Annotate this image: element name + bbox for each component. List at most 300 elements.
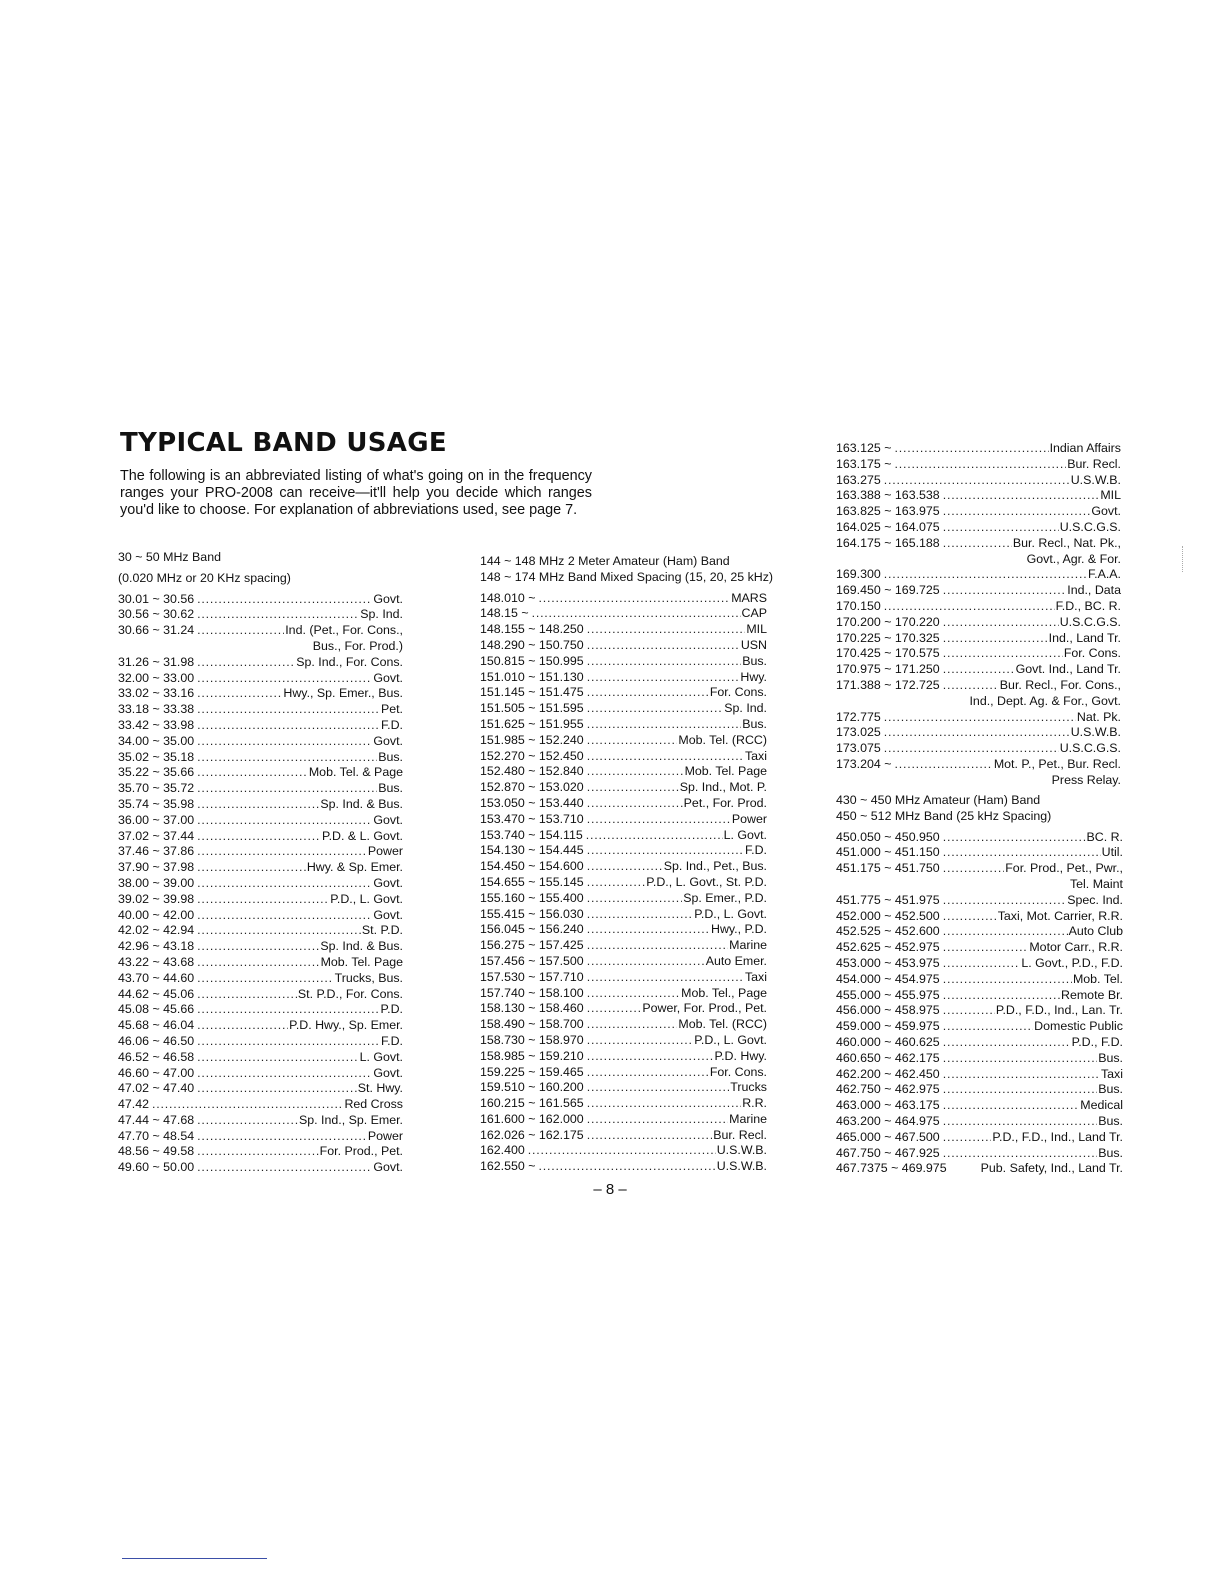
leader-dots <box>535 1159 715 1175</box>
leader-dots <box>584 717 742 733</box>
band-row <box>118 734 403 750</box>
usage-label: Bus. <box>742 653 767 668</box>
leader-dots <box>194 1066 372 1082</box>
leader-dots <box>194 592 372 608</box>
band-row <box>480 986 767 1002</box>
usage-label: Red Cross <box>344 1097 403 1112</box>
usage-label: Govt. <box>373 812 403 827</box>
leader-dots <box>194 971 333 987</box>
frequency-range: 47.42 <box>118 1097 150 1112</box>
footer-rule <box>122 1558 267 1559</box>
usage-label: F.D., BC. R. <box>1055 598 1121 613</box>
frequency-range: 450.050 ~ 450.950 <box>836 829 940 844</box>
band-row <box>836 757 1121 773</box>
leader-dots <box>194 987 297 1003</box>
leader-dots <box>194 908 372 924</box>
leader-dots <box>940 583 1067 599</box>
usage-continuation: Ind., Dept. Ag. & For., Govt. <box>969 693 1121 708</box>
usage-label: For. Cons. <box>709 1064 767 1079</box>
band-row <box>118 1081 403 1097</box>
frequency-range: 36.00 ~ 37.00 <box>118 812 195 827</box>
band-row <box>118 765 403 781</box>
leader-dots <box>525 1143 716 1159</box>
band-list-450-512mhz <box>836 793 1123 1177</box>
usage-label: Domestic Public <box>1034 1019 1123 1034</box>
leader-dots <box>891 757 992 773</box>
frequency-range: 150.815 ~ 150.995 <box>480 653 584 668</box>
usage-label: MIL <box>1100 488 1121 503</box>
frequency-range: 170.975 ~ 171.250 <box>836 662 940 677</box>
band-row <box>118 671 403 687</box>
usage-continuation: Bus., For. Prod.) <box>312 638 403 653</box>
band-row <box>118 1018 403 1034</box>
leader-dots <box>584 1096 742 1112</box>
usage-label: L. Govt. <box>723 827 767 842</box>
page-title: TYPICAL BAND USAGE <box>120 428 447 458</box>
band-row <box>836 845 1123 861</box>
frequency-range: 48.56 ~ 49.58 <box>118 1144 195 1159</box>
usage-label: Sp. Ind. & Bus. <box>320 939 403 954</box>
leader-dots <box>584 670 740 686</box>
usage-label: Taxi, Mot. Carrier, R.R. <box>997 908 1123 923</box>
frequency-range: 157.456 ~ 157.500 <box>480 953 584 968</box>
leader-dots <box>940 988 1060 1004</box>
leader-dots <box>194 607 359 623</box>
usage-label: Mob. Tel. & Page <box>308 765 403 780</box>
usage-label: Hwy., P.D. <box>711 922 767 937</box>
band-row <box>480 891 767 907</box>
band-row <box>118 797 403 813</box>
frequency-range: 154.450 ~ 154.600 <box>480 859 584 874</box>
frequency-range: 151.010 ~ 151.130 <box>480 669 584 684</box>
usage-label: Power <box>367 1128 403 1143</box>
frequency-range: 452.000 ~ 452.500 <box>836 908 940 923</box>
band-row <box>836 1082 1123 1098</box>
usage-label: P.D., L. Govt. <box>694 1032 767 1047</box>
usage-label: Govt. <box>373 733 403 748</box>
usage-label: Sp. Ind., Pet., Bus. <box>663 859 767 874</box>
band-header: 430 ~ 450 MHz Amateur (Ham) Band <box>836 793 1041 807</box>
frequency-range: 37.90 ~ 37.98 <box>118 860 195 875</box>
usage-label: Bur. Recl., Nat. Pk., <box>1012 535 1121 550</box>
band-row <box>480 1128 767 1144</box>
usage-label: P.D. Hwy. <box>714 1048 767 1063</box>
frequency-range: 158.730 ~ 158.970 <box>480 1032 584 1047</box>
usage-label: Mob. Tel. <box>1072 971 1123 986</box>
band-row <box>118 955 403 971</box>
band-row <box>480 591 767 607</box>
leader-dots <box>584 749 744 765</box>
frequency-range: 164.025 ~ 164.075 <box>836 519 940 534</box>
frequency-range: 160.215 ~ 161.565 <box>480 1096 584 1111</box>
frequency-range: 37.46 ~ 37.86 <box>118 844 195 859</box>
leader-dots <box>535 591 730 607</box>
usage-label: Bus. <box>378 781 403 796</box>
band-row <box>480 1112 767 1128</box>
frequency-range: 163.388 ~ 163.538 <box>836 488 940 503</box>
band-row <box>836 1130 1123 1146</box>
leader-dots <box>584 891 683 907</box>
band-row <box>836 988 1123 1004</box>
frequency-range: 154.130 ~ 154.445 <box>480 843 584 858</box>
leader-dots <box>584 938 728 954</box>
usage-label: Hwy. <box>740 669 767 684</box>
usage-label: F.D. <box>380 717 403 732</box>
frequency-range: 42.02 ~ 42.94 <box>118 923 195 938</box>
usage-label: Auto Emer. <box>705 953 767 968</box>
usage-label: Pet., For. Prod. <box>683 795 767 810</box>
band-list-148-174mhz <box>480 554 774 1175</box>
frequency-range: 463.200 ~ 464.975 <box>836 1113 940 1128</box>
leader-dots <box>940 631 1048 647</box>
usage-label: Mob. Tel. Page <box>684 764 767 779</box>
usage-label: P.D., F.D., Ind., Lan. Tr. <box>995 1003 1123 1018</box>
frequency-range: 173.025 <box>836 725 881 740</box>
frequency-range: 39.02 ~ 39.98 <box>118 891 195 906</box>
frequency-range: 33.18 ~ 33.38 <box>118 702 195 717</box>
usage-label: Sp. Ind., Sp. Emer. <box>299 1112 403 1127</box>
band-row <box>480 812 767 828</box>
usage-label: Indian Affairs <box>1049 441 1121 455</box>
usage-label: Ind., Land Tr. <box>1048 630 1121 645</box>
leader-dots <box>940 1130 992 1146</box>
usage-label: Govt. <box>373 875 403 890</box>
usage-label: U.S.C.G.S. <box>1059 614 1121 629</box>
leader-dots <box>584 733 678 749</box>
usage-continuation: Govt., Agr. & For. <box>1026 551 1121 566</box>
frequency-range: 157.740 ~ 158.100 <box>480 985 584 1000</box>
band-row <box>118 1034 403 1050</box>
band-row <box>836 1146 1123 1162</box>
leader-dots <box>194 1081 357 1097</box>
band-row <box>118 939 403 955</box>
band-row <box>118 876 403 892</box>
frequency-range: 452.625 ~ 452.975 <box>836 940 940 955</box>
frequency-range: 153.050 ~ 153.440 <box>480 795 584 810</box>
usage-label: Ind., Data <box>1067 583 1121 598</box>
frequency-range: 43.22 ~ 43.68 <box>118 954 195 969</box>
usage-label: U.S.W.B. <box>1070 725 1121 740</box>
leader-dots <box>194 923 361 939</box>
leader-dots <box>940 1146 1098 1162</box>
leader-dots <box>194 781 377 797</box>
band-row <box>836 909 1123 925</box>
leader-dots <box>194 813 372 829</box>
frequency-range: 46.52 ~ 46.58 <box>118 1049 195 1064</box>
leader-dots <box>584 907 694 923</box>
frequency-range: 148.010 ~ <box>480 590 536 605</box>
usage-label: Mob. Tel. (RCC) <box>678 1017 767 1032</box>
usage-label: Marine <box>729 1111 767 1126</box>
band-row <box>480 622 767 638</box>
frequency-range: 151.985 ~ 152.240 <box>480 732 584 747</box>
frequency-range: 159.225 ~ 159.465 <box>480 1064 584 1079</box>
band-row <box>118 686 403 702</box>
frequency-range: 153.740 ~ 154.115 <box>480 827 583 842</box>
leader-dots <box>194 1034 380 1050</box>
frequency-range: 154.655 ~ 155.145 <box>480 874 584 889</box>
usage-label: Ind. (Pet., For. Cons., <box>285 623 403 638</box>
band-row <box>836 1035 1123 1051</box>
leader-dots <box>940 845 1101 861</box>
usage-label: Govt. Ind., Land Tr. <box>1015 662 1121 677</box>
band-row <box>118 844 403 860</box>
leader-dots <box>891 457 1066 473</box>
band-row <box>836 567 1121 583</box>
leader-dots <box>584 970 744 986</box>
frequency-range: 162.550 ~ <box>480 1159 536 1174</box>
scan-edge-mark <box>1182 546 1183 572</box>
leader-dots <box>584 859 663 875</box>
band-row <box>836 488 1121 504</box>
leader-dots <box>584 764 684 780</box>
frequency-range: 148.290 ~ 150.750 <box>480 637 584 652</box>
leader-dots <box>881 725 1070 741</box>
leader-dots <box>584 622 746 638</box>
band-row <box>118 860 403 876</box>
leader-dots <box>194 718 380 734</box>
usage-label: Bus. <box>1098 1082 1123 1097</box>
band-row <box>480 1001 767 1017</box>
leader-dots <box>529 606 741 622</box>
usage-label: P.D. & L. Govt. <box>321 828 403 843</box>
frequency-range: 460.650 ~ 462.175 <box>836 1050 940 1065</box>
leader-dots <box>940 924 1068 940</box>
leader-dots <box>881 473 1070 489</box>
leader-dots <box>584 1080 730 1096</box>
frequency-range: 47.44 ~ 47.68 <box>118 1112 195 1127</box>
leader-dots <box>194 797 319 813</box>
usage-label: Hwy. & Sp. Emer. <box>306 860 403 875</box>
leader-dots <box>584 780 679 796</box>
leader-dots <box>194 892 329 908</box>
usage-label: Bur. Recl. <box>1067 456 1121 471</box>
band-row <box>118 908 403 924</box>
usage-label: Taxi <box>1100 1066 1123 1081</box>
usage-label: Govt. <box>1091 504 1121 519</box>
band-row <box>836 1051 1123 1067</box>
usage-label: Mob. Tel. (RCC) <box>678 732 767 747</box>
band-row <box>118 592 403 608</box>
leader-dots <box>584 1065 709 1081</box>
usage-label: St. P.D., For. Cons. <box>297 986 403 1001</box>
band-row <box>480 717 767 733</box>
leader-dots <box>194 765 308 781</box>
band-row <box>118 1160 403 1176</box>
usage-label: P.D., L. Govt., St. P.D. <box>646 874 767 889</box>
band-row <box>836 615 1121 631</box>
usage-label: Sp. Ind., For. Cons. <box>296 654 403 669</box>
leader-dots <box>194 734 372 750</box>
leader-dots <box>584 654 742 670</box>
leader-dots <box>881 710 1076 726</box>
leader-dots <box>194 750 377 766</box>
usage-label: Sp. Ind. & Bus. <box>320 796 403 811</box>
leader-dots <box>583 828 723 844</box>
frequency-range: 454.000 ~ 454.975 <box>836 971 940 986</box>
leader-dots <box>881 567 1087 583</box>
leader-dots <box>940 909 997 925</box>
frequency-range: 152.870 ~ 153.020 <box>480 780 584 795</box>
band-row <box>480 938 767 954</box>
frequency-range: 148.155 ~ 148.250 <box>480 622 584 637</box>
band-row <box>836 631 1121 647</box>
band-row <box>480 1080 767 1096</box>
intro-paragraph: The following is an abbreviated listing of what's going on in the frequency ranges your PRO-2008 can receive—it'll help you decide which ranges you'd like to choose. For explanation of abbreviations used, see page 7. <box>120 468 592 518</box>
band-row <box>118 655 403 671</box>
usage-label: Sp. Emer., P.D. <box>683 890 767 905</box>
usage-label: USN <box>740 637 767 652</box>
usage-label: U.S.C.G.S. <box>1059 519 1121 534</box>
band-row <box>480 1065 767 1081</box>
leader-dots <box>194 1050 358 1066</box>
band-row <box>836 924 1123 940</box>
leader-dots <box>194 860 306 876</box>
leader-dots <box>194 844 367 860</box>
leader-dots <box>584 1049 714 1065</box>
leader-dots <box>194 829 321 845</box>
band-row <box>480 654 767 670</box>
leader-dots <box>149 1097 343 1113</box>
leader-dots <box>584 1033 694 1049</box>
usage-label: Remote Br. <box>1061 987 1123 1002</box>
leader-dots <box>940 1035 1071 1051</box>
page-number: – 8 – <box>593 1181 627 1198</box>
usage-label: Util. <box>1101 845 1123 860</box>
band-row <box>836 1098 1123 1114</box>
frequency-range: 46.60 ~ 47.00 <box>118 1065 195 1080</box>
band-row <box>480 1049 767 1065</box>
frequency-range: 170.150 <box>836 598 881 613</box>
usage-label: P.D., F.D., Ind., Land Tr. <box>992 1129 1123 1144</box>
frequency-range: 155.160 ~ 155.400 <box>480 890 584 905</box>
usage-label: St. Hwy. <box>357 1081 403 1096</box>
band-header: 450 ~ 512 MHz Band (25 kHz Spacing) <box>836 808 1052 823</box>
band-row <box>480 843 767 859</box>
leader-dots <box>194 702 380 718</box>
band-row <box>836 662 1121 678</box>
frequency-range: 155.415 ~ 156.030 <box>480 906 584 921</box>
leader-dots <box>194 1018 288 1034</box>
frequency-range: 158.985 ~ 159.210 <box>480 1048 584 1063</box>
band-row <box>836 678 1121 694</box>
band-row <box>480 1096 767 1112</box>
usage-label: For. Prod., Pet. <box>319 1144 403 1159</box>
frequency-range: 164.175 ~ 165.188 <box>836 535 940 550</box>
frequency-range: 156.045 ~ 156.240 <box>480 922 584 937</box>
band-row <box>836 504 1121 520</box>
leader-dots <box>194 1002 379 1018</box>
leader-dots <box>891 441 1048 457</box>
frequency-range: 169.300 <box>836 567 881 582</box>
frequency-range: 31.26 ~ 31.98 <box>118 654 195 669</box>
usage-label: Bus. <box>1098 1113 1123 1128</box>
leader-dots <box>194 955 319 971</box>
usage-label: Sp. Ind., Mot. P. <box>679 780 767 795</box>
band-row <box>480 954 767 970</box>
frequency-range: 33.02 ~ 33.16 <box>118 686 195 701</box>
frequency-range: 32.00 ~ 33.00 <box>118 670 195 685</box>
band-row <box>480 1159 767 1175</box>
usage-label: Power <box>367 844 403 859</box>
band-row <box>836 725 1121 741</box>
band-row <box>118 987 403 1003</box>
leader-dots <box>940 893 1067 909</box>
leader-dots <box>194 655 295 671</box>
frequency-range: 157.530 ~ 157.710 <box>480 969 584 984</box>
band-row <box>118 718 403 734</box>
frequency-range: 35.70 ~ 35.72 <box>118 781 195 796</box>
band-row <box>480 796 767 812</box>
usage-label: Mob. Tel., Page <box>681 985 767 1000</box>
band-row <box>836 646 1121 662</box>
band-row <box>480 828 767 844</box>
frequency-range: 49.60 ~ 50.00 <box>118 1160 195 1175</box>
band-row <box>118 923 403 939</box>
usage-label: U.S.W.B. <box>1070 472 1121 487</box>
leader-dots <box>940 1114 1098 1130</box>
frequency-range: 453.000 ~ 453.975 <box>836 955 940 970</box>
leader-dots <box>194 1144 319 1160</box>
band-row <box>836 710 1121 726</box>
band-row <box>836 893 1123 909</box>
frequency-range: 455.000 ~ 455.975 <box>836 987 940 1002</box>
band-header: 148 ~ 174 MHz Band Mixed Spacing (15, 20, 25 kHz) <box>480 569 774 584</box>
usage-label: Taxi <box>744 969 767 984</box>
band-row <box>118 623 403 639</box>
leader-dots <box>584 922 710 938</box>
usage-label: Taxi <box>744 748 767 763</box>
band-row <box>836 536 1121 552</box>
band-row <box>118 1113 403 1129</box>
usage-label: P.D., L. Govt. <box>330 891 403 906</box>
frequency-range: 153.470 ~ 153.710 <box>480 811 584 826</box>
usage-label: L. Govt., P.D., F.D. <box>1021 955 1123 970</box>
frequency-range: 465.000 ~ 467.500 <box>836 1129 940 1144</box>
leader-dots <box>584 812 731 828</box>
band-row <box>118 1097 403 1113</box>
usage-label: Govt. <box>373 670 403 685</box>
band-row <box>118 750 403 766</box>
leader-dots <box>940 504 1091 520</box>
frequency-range: 162.400 <box>480 1143 525 1158</box>
band-row <box>118 1144 403 1160</box>
usage-label: Auto Club <box>1068 924 1123 939</box>
frequency-range: 161.600 ~ 162.000 <box>480 1111 584 1126</box>
leader-dots <box>584 986 680 1002</box>
frequency-range: 40.00 ~ 42.00 <box>118 907 195 922</box>
frequency-range: 451.000 ~ 451.150 <box>836 845 940 860</box>
band-row <box>118 1066 403 1082</box>
leader-dots <box>584 701 724 717</box>
usage-label: Bur. Recl., For. Cons., <box>999 677 1121 692</box>
leader-dots <box>940 615 1059 631</box>
frequency-range: 156.275 ~ 157.425 <box>480 938 584 953</box>
band-row <box>480 1143 767 1159</box>
frequency-range: 33.42 ~ 33.98 <box>118 717 195 732</box>
usage-label: Pub. Safety, Ind., Land Tr. <box>980 1161 1123 1176</box>
leader-dots <box>194 1129 367 1145</box>
usage-label: Motor Carr., R.R. <box>1029 940 1123 955</box>
band-row <box>118 829 403 845</box>
usage-label: P.D. <box>380 1002 403 1017</box>
frequency-range: 171.388 ~ 172.725 <box>836 677 940 692</box>
band-row <box>118 1002 403 1018</box>
frequency-range: 47.02 ~ 47.40 <box>118 1081 195 1096</box>
frequency-range: 152.270 ~ 152.450 <box>480 748 584 763</box>
leader-dots <box>584 1017 678 1033</box>
band-row <box>836 861 1123 877</box>
